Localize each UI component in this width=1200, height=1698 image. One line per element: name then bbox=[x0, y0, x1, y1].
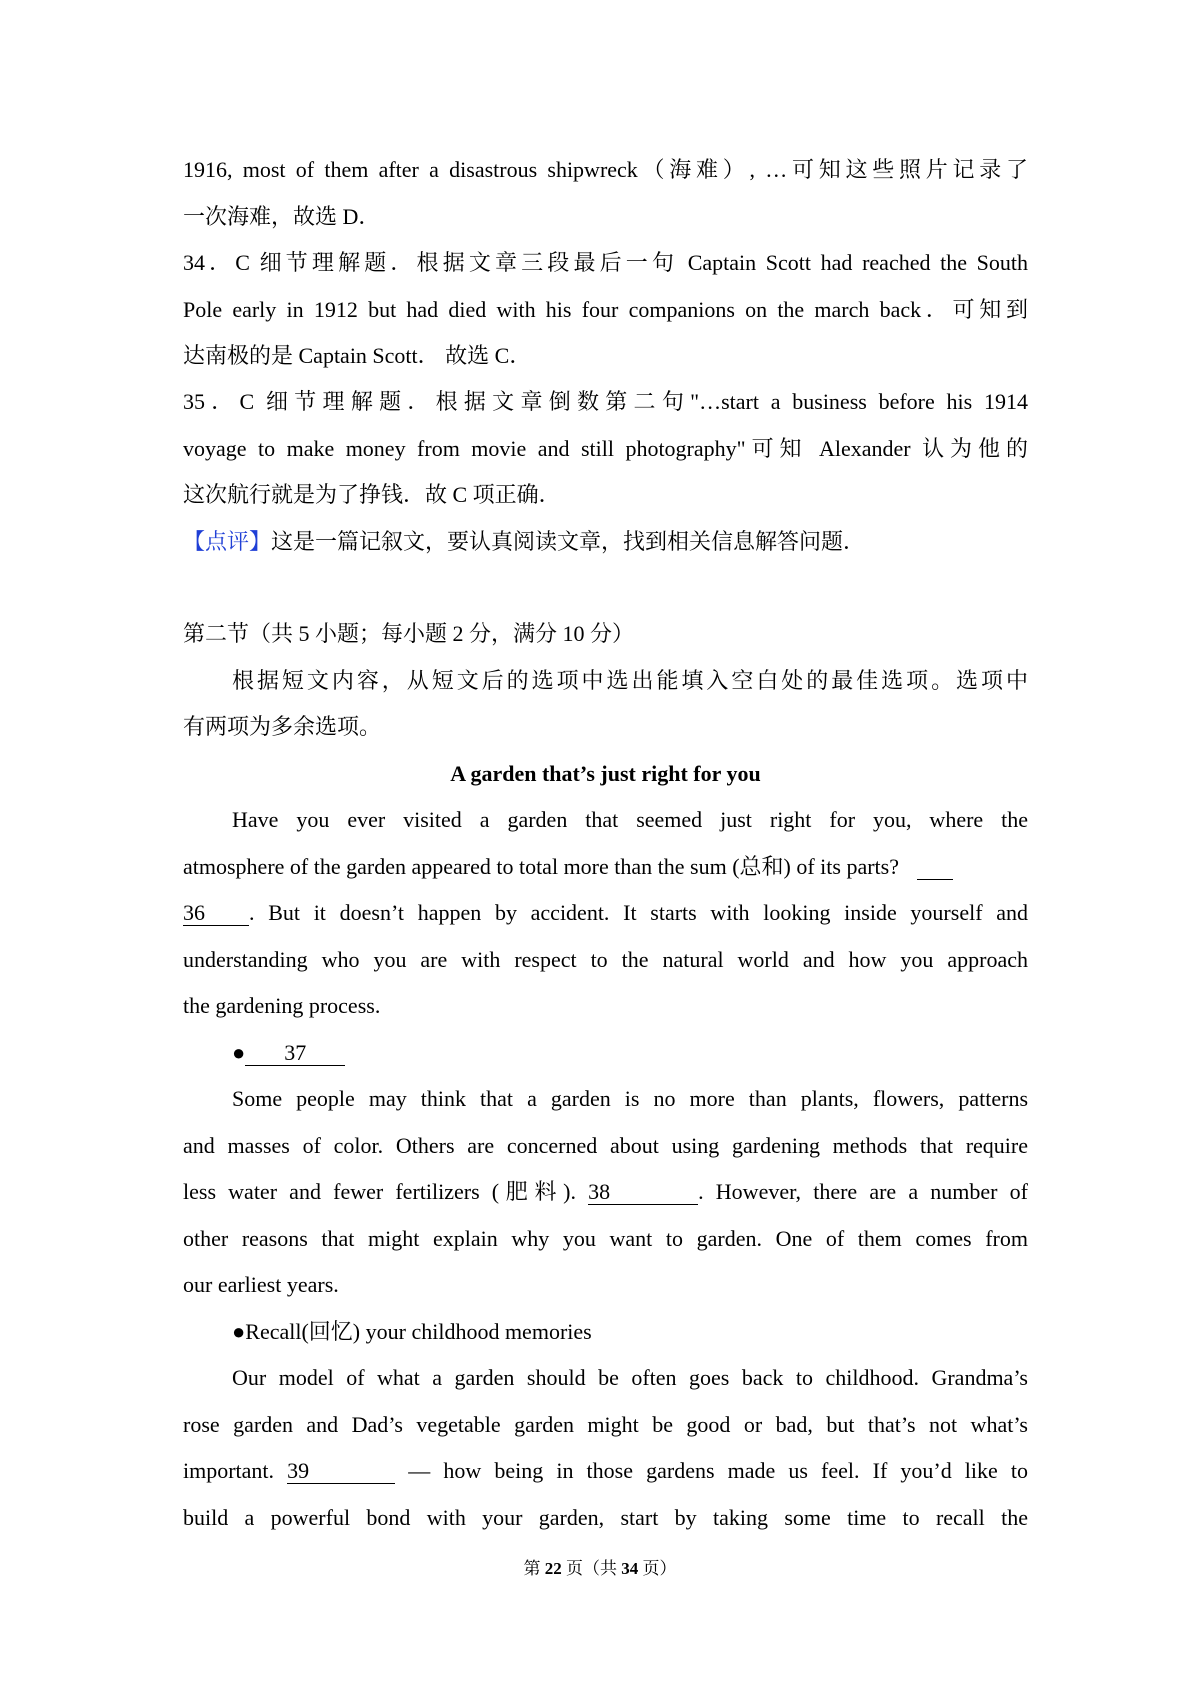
answer-35-line-1: 35．C 细节理解题．根据文章倒数第二句"…start a business before his 1914 bbox=[183, 389, 1028, 414]
paragraph-1-line-3 bbox=[183, 898, 1028, 928]
paragraph-3-line-2: rose garden and Dad’s vegetable garden might be good or bad, but that’s not what’s bbox=[183, 1412, 1028, 1437]
paragraph-2-line-2: and masses of color. Others are concerned about using gardening methods that require bbox=[183, 1133, 1028, 1158]
blank-36: 36 bbox=[183, 901, 249, 926]
paragraph-2-line-3-post: . However, there are a number of bbox=[698, 1179, 1028, 1204]
instruction-line-2: 有两项为多余选项。 bbox=[183, 714, 382, 739]
paragraph-2-line-5: our earliest years. bbox=[183, 1272, 339, 1297]
paragraph-1-line-1: Have you ever visited a garden that seemed just right for you, where the bbox=[232, 807, 1028, 832]
blank-37: 37 bbox=[245, 1041, 345, 1066]
comment-tag: 【点评】 bbox=[183, 529, 272, 554]
paragraph-2-line-4: other reasons that might explain why you want to garden. One of them comes from bbox=[183, 1226, 1028, 1251]
blank-36-start bbox=[917, 855, 953, 880]
answer-35-line-2: voyage to make money from movie and still photography"可知 Alexander 认为他的 bbox=[183, 436, 1028, 461]
paragraph-1-line-4: understanding who you are with respect to the natural world and how you approach bbox=[183, 947, 1028, 972]
paragraph-2-line-3-pre: less water and fewer fertilizers (肥料). bbox=[183, 1179, 576, 1204]
paragraph-3-line-3-post: — how being in those gardens made us feel. If you’d like to bbox=[408, 1458, 1029, 1483]
paragraph-1-line-2-text: atmosphere of the garden appeared to total more than the sum (总和) of its parts? bbox=[183, 854, 899, 879]
answer-33-line-1: 1916, most of them after a disastrous shipwreck（海难）, …可知这些照片记录了 bbox=[183, 157, 1028, 182]
bullet-icon: ● bbox=[232, 1040, 246, 1065]
paragraph-2-line-1: Some people may think that a garden is no more than plants, flowers, patterns bbox=[232, 1086, 1028, 1111]
footer-mid: 页（共 bbox=[561, 1559, 622, 1578]
answer-33-line-2: 一次海难，故选 D． bbox=[183, 204, 381, 229]
footer-total-pages: 34 bbox=[621, 1559, 639, 1578]
footer-post: 页） bbox=[638, 1559, 677, 1578]
paragraph-1-line-2 bbox=[183, 852, 1028, 882]
bullet-recall: ●Recall(回忆) your childhood memories bbox=[232, 1319, 592, 1344]
answer-34-line-1: 34．C 细节理解题．根据文章三段最后一句 Captain Scott had reached the South bbox=[183, 250, 1028, 275]
paragraph-3-line-4: build a powerful bond with your garden, start by taking some time to recall the bbox=[183, 1505, 1028, 1530]
answer-35-line-3: 这次航行就是为了挣钱．故 C 项正确． bbox=[183, 482, 561, 507]
footer-page-number: 22 bbox=[544, 1559, 562, 1578]
blank-38: 38 bbox=[588, 1180, 698, 1205]
paragraph-2-line-3 bbox=[183, 1177, 1028, 1207]
bullet-37 bbox=[232, 1038, 1028, 1068]
paragraph-1-line-3-text: . But it doesn’t happen by accident. It starts with looking inside yourself and bbox=[249, 900, 1028, 925]
footer-pre: 第 bbox=[523, 1559, 545, 1578]
page-footer bbox=[0, 1558, 1200, 1580]
comment-text: 这是一篇记叙文，要认真阅读文章，找到相关信息解答问题． bbox=[271, 529, 866, 554]
paragraph-1-line-5: the gardening process. bbox=[183, 993, 381, 1018]
section-heading: 第二节（共 5 小题；每小题 2 分，满分 10 分） bbox=[183, 621, 635, 646]
passage-title: A garden that’s just right for you bbox=[450, 761, 761, 786]
paragraph-3-line-1: Our model of what a garden should be often goes back to childhood. Grandma’s bbox=[232, 1365, 1028, 1390]
paragraph-3-line-3 bbox=[183, 1456, 1028, 1486]
instruction-line-1: 根据短文内容，从短文后的选项中选出能填入空白处的最佳选项。选项中 bbox=[232, 668, 1028, 693]
comment-line bbox=[183, 527, 1028, 557]
blank-39: 39 bbox=[287, 1459, 395, 1484]
paragraph-3-line-3-pre: important. bbox=[183, 1458, 275, 1483]
answer-34-line-2: Pole early in 1912 but had died with his four companions on the march back．可知到 bbox=[183, 297, 1028, 322]
answer-34-line-3: 达南极的是 Captain Scott． 故选 C． bbox=[183, 343, 532, 368]
